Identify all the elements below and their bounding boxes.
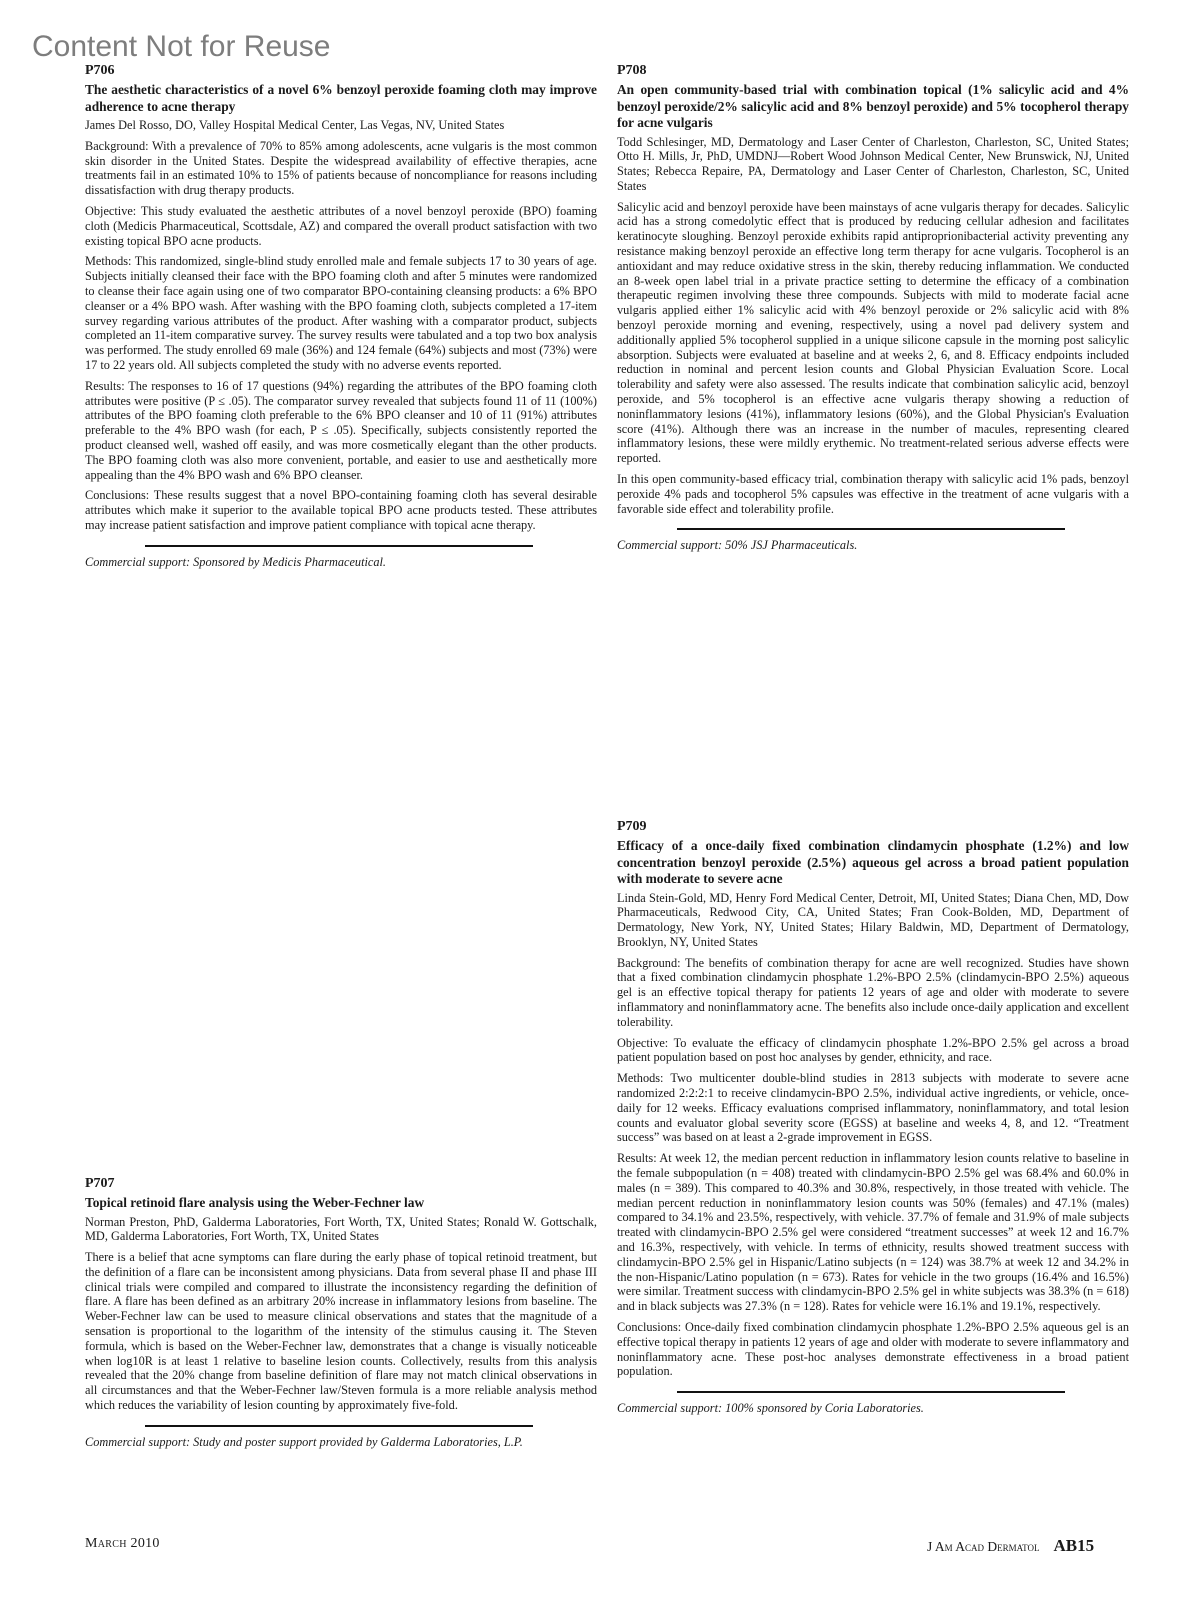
journal-name: J Am Acad Dermatol <box>927 1539 1040 1554</box>
page-number: AB15 <box>1053 1536 1095 1555</box>
divider-rule <box>677 528 1065 530</box>
abstract-authors: Todd Schlesinger, MD, Dermatology and Laser Center of Charleston, Charleston, SC, United States; Otto H. Mills, Jr, PhD, UMDNJ—Robert Wood Johnson Medical Center, New Brunswick, NJ, United States; Rebecca Repaire, PA, Dermatology and Laser Center of Charleston, Charleston, SC, United States <box>617 134 1129 193</box>
abstract-title: An open community-based trial with combination topical (1% salicylic acid and 4% benzoyl peroxide/2% salicylic acid and 8% benzoyl peroxide) and 5% tocopherol therapy for acne vulgaris <box>617 82 1129 130</box>
abstract-p708 <box>617 63 1129 553</box>
abstract-p706 <box>85 63 597 570</box>
divider-rule <box>145 545 533 547</box>
abstract-id: P706 <box>85 63 115 78</box>
abstract-results: Results: The responses to 16 of 17 questions (94%) regarding the attributes of the BPO foaming cloth attributes were positive (P ≤ .05). The comparator survey revealed that subjects found 11 of 11 (100%) attributes of the BPO foaming cloth preferable to the 6% BPO cleanser and 10 of 11 (91%) attributes preferable to the 4% BPO wash (for each, P ≤ .05). Specifically, subjects consistently reported the product cleansed well, washed off easily, and was more cosmetically elegant than the other products. The BPO foaming cloth was also more convenient, portable, and easier to use and aesthetically more appealing than the 4% BPO wash and 6% BPO cleanser. <box>85 378 597 482</box>
abstract-methods: Methods: This randomized, single-blind study enrolled male and female subjects 17 to 30 years of age. Subjects initially cleansed their face with the BPO foaming cloth and after 5 minutes were randomized to cleanse their face again using one of two comparator BPO-containing cleansing products: a 6% BPO cleanser or a 4% BPO wash. After washing with the BPO foaming cloth, subjects completed a 17-item survey regarding various attributes of the product. After washing with a comparator product, subjects completed an 11-item comparative survey. The survey results were tabulated and a top two box analysis was performed. The study enrolled 69 male (36%) and 124 female (64%) subjects and most (73%) were 17 to 22 years old. All subjects completed the study with no adverse events reported. <box>85 254 597 372</box>
commercial-support: Commercial support: Study and poster support provided by Galderma Laboratories, L.P. <box>85 1434 523 1449</box>
commercial-support: Commercial support: Sponsored by Medicis Pharmaceutical. <box>85 554 386 569</box>
commercial-support: Commercial support: 50% JSJ Pharmaceuticals. <box>617 538 858 553</box>
abstract-authors: Linda Stein-Gold, MD, Henry Ford Medical Center, Detroit, MI, United States; Diana Chen, MD, Dow Pharmaceuticals, Redwood City, CA, United States; Fran Cook-Bolden, MD, Department of Dermatology, New York, NY, United States; Hilary Baldwin, MD, Department of Dermatology, Brooklyn, NY, United States <box>617 890 1129 949</box>
abstract-authors: Norman Preston, PhD, Galderma Laboratories, Fort Worth, TX, United States; Ronald W. Gottschalk, MD, Galderma Laboratories, Fort Worth, TX, United States <box>85 1214 597 1244</box>
abstract-body: Salicylic acid and benzoyl peroxide have been mainstays of acne vulgaris therapy for decades. Salicylic acid has a strong comedolytic effect that is produced by reducing cellular adhesion and facilitates keratinocyte sloughing. Benzoyl peroxide exhibits rapid antiproprionibacterial activity preventing any resistance making benzoyl peroxide an effective long term therapy for acne vulgaris. Tocopherol is an antioxidant and may reduce oxidative stress in the skin, thereby reducing inflammation. We conducted an 8-week open label trial in a private practice setting to determine the efficacy of a combination therapeutic regimen involving these three compounds. Subjects with mild to moderate facial acne vulgaris applied either 1% salicylic acid with 4% benzoyl peroxide or 2% salicylic acid with 8% benzoyl peroxide morning and evening, respectively, using a novel pad delivery system and additionally applied 5% tocopherol supplied in a unique silicone capsule in the morning post salicylic absorption. Subjects were evaluated at baseline and at weeks 2, 6, and 8. Efficacy endpoints included reduction in nominal and percent lesion counts and Global Physician Evaluation Score. Local tolerability and safety were also assessed. The results indicate that combination salicylic acid, benzoyl peroxide, and 5% tocopherol is an effective acne vulgaris therapy showing a reduction of noninflammatory lesions (41%), inflammatory lesions (60%), and the Global Physician's Evaluation score (41%). Although there was an increase in the number of macules, representing cleared inflammatory lesions, these were mildly erythemic. No treatment-related serious adverse effects were reported. <box>617 199 1129 466</box>
abstract-title: Topical retinoid flare analysis using the Weber-Fechner law <box>85 1195 425 1210</box>
abstract-id: P709 <box>617 819 647 834</box>
abstract-background: Background: The benefits of combination therapy for acne are well recognized. Studies have shown that a fixed combination clindamycin phosphate 1.2%-BPO 2.5% (clindamycin-BPO 2.5%) aqueous gel is an effective topical therapy for patients 12 years of age and older with moderate to severe inflammatory and noninflammatory acne. The benefits also include once-daily application and excellent tolerability. <box>617 955 1129 1029</box>
abstract-objective: Objective: This study evaluated the aesthetic attributes of a novel benzoyl peroxide (BPO) foaming cloth (Medicis Pharmaceutical, Scottsdale, AZ) and compared the overall product satisfaction with two existing topical BPO acne products. <box>85 203 597 248</box>
abstract-conclusion: In this open community-based efficacy trial, combination therapy with salicylic acid 1% pads, benzoyl peroxide 4% pads and tocopherol 5% capsules was effective in the treatment of acne vulgaris with a favorable side effect and tolerability profile. <box>617 472 1129 516</box>
abstract-results: Results: At week 12, the median percent reduction in inflammatory lesion counts relative to baseline in the female subpopulation (n = 408) treated with clindamycin-BPO 2.5% gel was 68.4% and 60.0% in males (n = 389). This compared to 40.3% and 30.8%, respectively, in those treated with vehicle. The median percent reduction in noninflammatory lesion counts was 50% (females) and 47.1% (males) compared to 34.1% and 23.5%, respectively, with vehicle. 37.7% of female and 31.9% of male subjects treated with clindamycin-BPO 2.5% gel were considered “treatment successes” at week 12 and 16.7% and 16.3%, respectively, with vehicle. In terms of ethnicity, results showed treatment success with clindamycin-BPO 2.5% gel in Hispanic/Latino subjects (n = 124) was 38.7% at week 12 and 34.2% in the non-Hispanic/Latino population (n = 673). Rates for vehicle in the two groups (16.4% and 16.5%) were similar. Treatment success with clindamycin-BPO 2.5% gel in white subjects was 38.3% (n = 618) and in black subjects was 27.3% (n = 128). Rates for vehicle were 16.1% and 19.1%, respectively. <box>617 1151 1129 1314</box>
abstract-authors: James Del Rosso, DO, Valley Hospital Medical Center, Las Vegas, NV, United States <box>85 118 505 132</box>
abstract-conclusions: Conclusions: Once-daily fixed combination clindamycin phosphate 1.2%-BPO 2.5% aqueous gel is an effective topical therapy in patients 12 years of age and older with moderate to severe inflammatory and noninflammatory acne. These post-hoc analyses demonstrate effectiveness in a broad patient population. <box>617 1320 1129 1379</box>
abstract-objective: Objective: To evaluate the efficacy of clindamycin phosphate 1.2%-BPO 2.5% gel across a broad patient population based on post hoc analyses by gender, ethnicity, and race. <box>617 1035 1129 1065</box>
watermark: Content Not for Reuse <box>32 30 331 63</box>
divider-rule <box>145 1425 533 1427</box>
abstract-methods: Methods: Two multicenter double-blind studies in 2813 subjects with moderate to severe acne randomized 2:2:2:1 to receive clindamycin-BPO 2.5%, individual active ingredients, or vehicle, once-daily for 12 weeks. Efficacy evaluations comprised inflammatory, noninflammatory, and total lesion counts and evaluator global severity score (EGSS) at baseline and weeks 4, 8, and 12. “Treatment success” was based on at least a 2-grade improvement in EGSS. <box>617 1071 1129 1145</box>
divider-rule <box>677 1391 1065 1393</box>
footer-date: March 2010 <box>85 1536 160 1551</box>
abstract-background: Background: With a prevalence of 70% to 85% among adolescents, acne vulgaris is the most common skin disorder in the United States. Despite the widespread availability of effective therapies, acne treatments fail in an estimated 10% to 15% of patients because of noncompliance for reasons including dissatisfaction with drug therapy products. <box>85 138 597 198</box>
abstract-p707 <box>85 1176 597 1450</box>
abstract-title: Efficacy of a once-daily fixed combination clindamycin phosphate (1.2%) and low concentration benzoyl peroxide (2.5%) aqueous gel across a broad patient population with moderate to severe acne <box>617 838 1129 886</box>
abstract-body: There is a belief that acne symptoms can flare during the early phase of topical retinoid treatment, but the definition of a flare can be inconsistent among physicians. Data from several phase II and phase III clinical trials were compiled and compared to illustrate the inconsistency regarding the definition of flare. A flare has been defined as an arbitrary 20% increase in inflammatory lesions from baseline. The Weber-Fechner law can be used to measure clinical observations and states that the magnitude of a sensation is proportional to the logarithm of the intensity of the stimulus causing it. The Steven formula, which is based on the Weber-Fechner law, demonstrates that a change is visually noticeable when log10R is at least 1 relative to baseline lesion counts. Collectively, results from this analysis revealed that the 20% change from baseline definition of flare may not match clinical observations in all circumstances and that the Weber-Fechner law/Steven formula is a more reliable analysis method which reduces the variability of lesion counting by approximately five-fold. <box>85 1250 597 1413</box>
abstract-title: The aesthetic characteristics of a novel 6% benzoyl peroxide foaming cloth may improve adherence to acne therapy <box>85 82 597 114</box>
abstract-id: P708 <box>617 63 647 78</box>
abstract-p709 <box>617 819 1129 1416</box>
abstract-id: P707 <box>85 1176 115 1191</box>
commercial-support: Commercial support: 100% sponsored by Coria Laboratories. <box>617 1401 924 1416</box>
abstract-conclusions: Conclusions: These results suggest that a novel BPO-containing foaming cloth has several desirable attributes which make it superior to the available topical BPO acne products tested. These attributes may increase patient satisfaction and improve patient compliance with topical acne therapy. <box>85 488 597 532</box>
footer-journal-info <box>927 1536 1094 1556</box>
